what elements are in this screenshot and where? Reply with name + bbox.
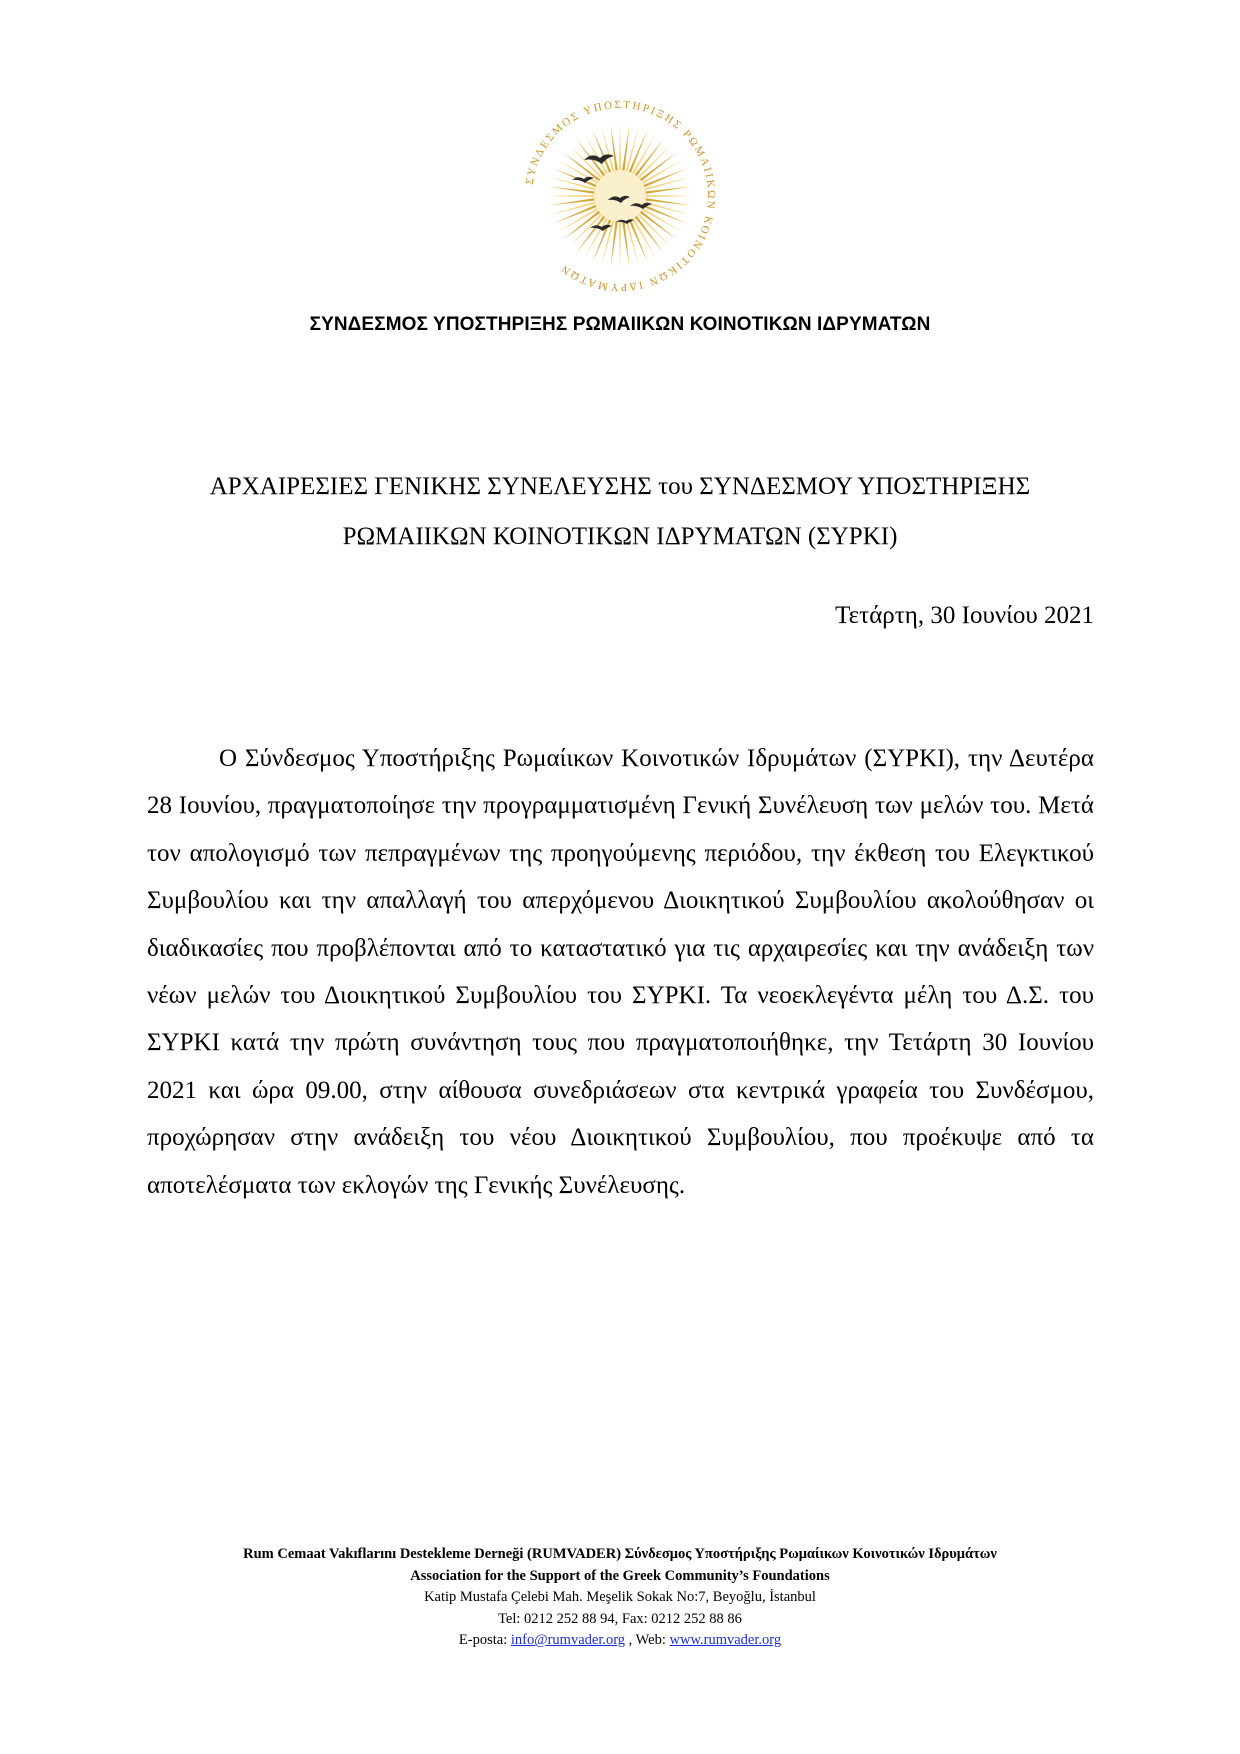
footer-organization-name: Rum Cemaat Vakıflarını Destekleme Derneği (RUMVADER) Σύνδεσμος Υποστήριξης Ρωμαίικων Κοινοτικών Ιδρυμάτων xyxy=(243,1546,997,1562)
sun-ray xyxy=(619,220,622,268)
document-date: Τετάρτη, 30 Ιουνίου 2021 xyxy=(835,602,1094,629)
email-label: E-posta: xyxy=(458,1632,508,1648)
footer-english-name: Association for the Support of the Greek Community’s Foundations xyxy=(410,1567,830,1584)
sun-ray xyxy=(628,218,648,263)
sun-ray xyxy=(642,204,687,224)
sun-ray xyxy=(563,210,602,240)
sun-ray xyxy=(576,214,606,253)
sun-ray xyxy=(642,168,687,188)
sun-ray xyxy=(638,152,677,182)
title-line-2: ΡΩΜΑΙΙΚΩΝ ΚΟΙΝΟΤΙΚΩΝ ΙΔΡΥΜΑΤΩΝ (ΣΥΡΚΙ) xyxy=(342,523,898,550)
sun-ray xyxy=(619,124,622,172)
sun-ray xyxy=(569,212,604,247)
sun-ray xyxy=(634,139,664,178)
document-title xyxy=(120,462,1120,562)
sun-ray xyxy=(592,129,612,174)
sun-ray xyxy=(638,210,677,240)
sun-center xyxy=(594,170,646,222)
sun-ray xyxy=(644,195,692,198)
sun-ray xyxy=(636,212,671,247)
footer xyxy=(0,1544,1240,1652)
body-paragraph: Ο Σύνδεσμος Υποστήριξης Ρωμαίικων Κοινοτικών Ιδρυμάτων (ΣΥΡΚΙ), την Δευτέρα 28 Ιουνίου, πραγματοποίησε την προγραμματισμένη Γενική Συνέλευση των μελών του. Μετά τον απολογισμό των πεπραγμένων της προηγούμενης περιόδου, την έκθεση του Ελεγκτικού Συμβουλίου και την απαλλαγή του απερχόμενου Διοικητικού Συμβουλίου ακολούθησαν οι διαδικασίες που προβλέπονται από το καταστατικό για τις αρχαιρεσίες και την ανάδειξη των νέων μελών του Διοικητικού Συμβουλίου του ΣΥΡΚΙ. Τα νεοεκλεγέντα μέλη του Δ.Σ. του ΣΥΡΚΙ κατά την πρώτη συνάντηση τους που πραγματοποιήθηκε, την Τετάρτη 30 Ιουνίου 2021 και ώρα 09.00, στην αίθουσα συνεδριάσεων στα κεντρικά γραφεία του Συνδέσμου, προχώρησαν στην ανάδειξη του νέου Διοικητικού Συμβουλίου, που προέκυψε από τα αποτελέσματα των εκλογών της Γενικής Συνέλευσης. xyxy=(147,745,1094,1199)
sun-ray xyxy=(628,129,648,174)
footer-contact-line xyxy=(0,1630,1240,1652)
sun-ray xyxy=(548,195,596,198)
sun-ray xyxy=(636,145,671,180)
footer-phone-fax: Tel: 0212 252 88 94, Fax: 0212 252 88 86 xyxy=(498,1610,742,1627)
organization-heading: ΣΥΝΔΕΣΜΟΣ ΥΠΟΣΤΗΡΙΞΗΣ ΡΩΜΑΙΙΚΩΝ ΚΟΙΝΟΤΙΚΩΝ ΙΔΡΥΜΑΤΩΝ xyxy=(309,314,931,335)
title-line-1: ΑΡΧΑΙΡΕΣΙΕΣ ΓΕΝΙΚΗΣ ΣΥΝΕΛΕΥΣΗΣ του ΣΥΝΔΕΣΜΟΥ ΥΠΟΣΤΗΡΙΞΗΣ xyxy=(209,473,1031,500)
email-link[interactable]: info@rumvader.org xyxy=(510,1632,626,1648)
footer-address: Katip Mustafa Çelebi Mah. Meşelik Sokak No:7, Beyoğlu, İstanbul xyxy=(424,1589,816,1605)
logo-ring-text: ΣΥΝΔΕΣΜΟΣ ΥΠΟΣΤΗΡΙΞΗΣ ΡΩΜΑΙΙΚΩΝ ΚΟΙΝΟΤΙΚΩΝ ΙΔΡΥΜΑΤΩΝ xyxy=(523,98,718,294)
sun-ray xyxy=(553,204,598,224)
sun-ray xyxy=(592,218,612,263)
organization-logo xyxy=(512,88,728,304)
web-label: , Web: xyxy=(628,1632,666,1648)
sun-ray xyxy=(634,214,664,253)
sun-ray xyxy=(569,145,604,180)
website-link[interactable]: www.rumvader.org xyxy=(669,1632,782,1648)
